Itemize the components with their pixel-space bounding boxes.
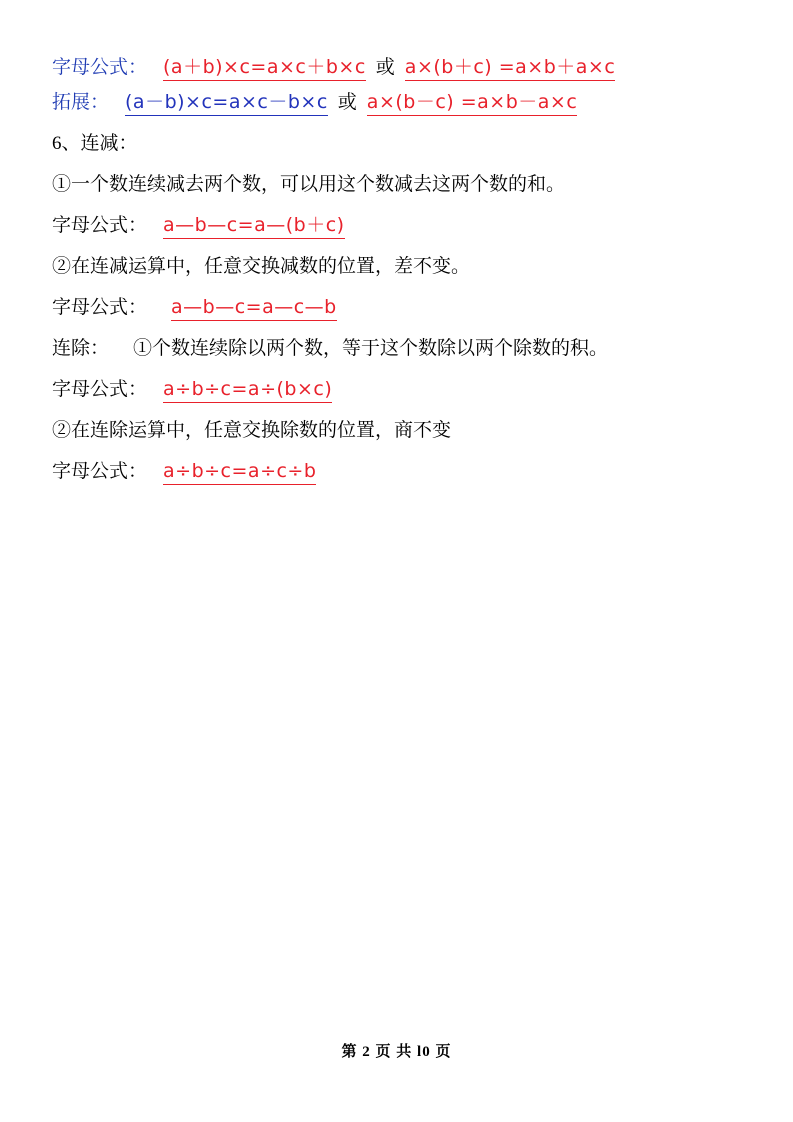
rule-item-1-formula-line (52, 216, 733, 235)
conjunction-or: 或 (337, 92, 357, 113)
formula-label: 字母公式： (52, 461, 148, 482)
formula-line-distributive-sub (52, 93, 733, 112)
rule-item-4 (52, 421, 733, 440)
formula-expression: a÷b÷c=a÷(b×c) (163, 378, 332, 403)
formula-label-extension: 拓展： (52, 92, 110, 113)
formula-expression: a—b—c=a—c—b (171, 296, 337, 321)
rule-item-1 (52, 175, 733, 194)
rule-item-4-text: ②在连除运算中，任意交换除数的位置，商不变 (52, 420, 452, 441)
formula-label: 字母公式： (52, 215, 148, 236)
formula-line-distributive-add (52, 58, 733, 77)
formula-label: 字母公式： (52, 379, 148, 400)
rule-item-3-formula-line (52, 380, 733, 399)
rule-item-3 (52, 339, 733, 358)
rule-item-3-text: ①个数连续除以两个数，等于这个数除以两个除数的积。 (133, 338, 609, 359)
section-heading-text: 6、连减： (52, 133, 138, 154)
formula-expression: a÷b÷c=a÷c÷b (163, 460, 316, 485)
formula-expression-b: a×(b－c) =a×b－a×c (367, 91, 578, 116)
subsection-label-division: 连除： (52, 338, 110, 359)
formula-expression-a: (a－b)×c=a×c－b×c (125, 91, 328, 116)
section-heading (52, 134, 733, 153)
formula-expression: a—b—c=a—(b＋c) (163, 214, 345, 239)
formula-expression-a: (a＋b)×c=a×c＋b×c (163, 56, 366, 81)
rule-item-2-formula-line (52, 298, 733, 317)
formula-label: 字母公式： (52, 57, 148, 78)
rule-item-2-text: ②在连减运算中，任意交换减数的位置，差不变。 (52, 256, 471, 277)
formula-expression-b: a×(b＋c) =a×b＋a×c (405, 56, 616, 81)
conjunction-or: 或 (375, 57, 395, 78)
rule-item-4-formula-line (52, 462, 733, 481)
rule-item-1-text: ①一个数连续减去两个数，可以用这个数减去这两个数的和。 (52, 174, 566, 195)
rule-item-2 (52, 257, 733, 276)
formula-label: 字母公式： (52, 297, 148, 318)
page-footer: 第 2 页 共 l0 页 (341, 1044, 452, 1060)
